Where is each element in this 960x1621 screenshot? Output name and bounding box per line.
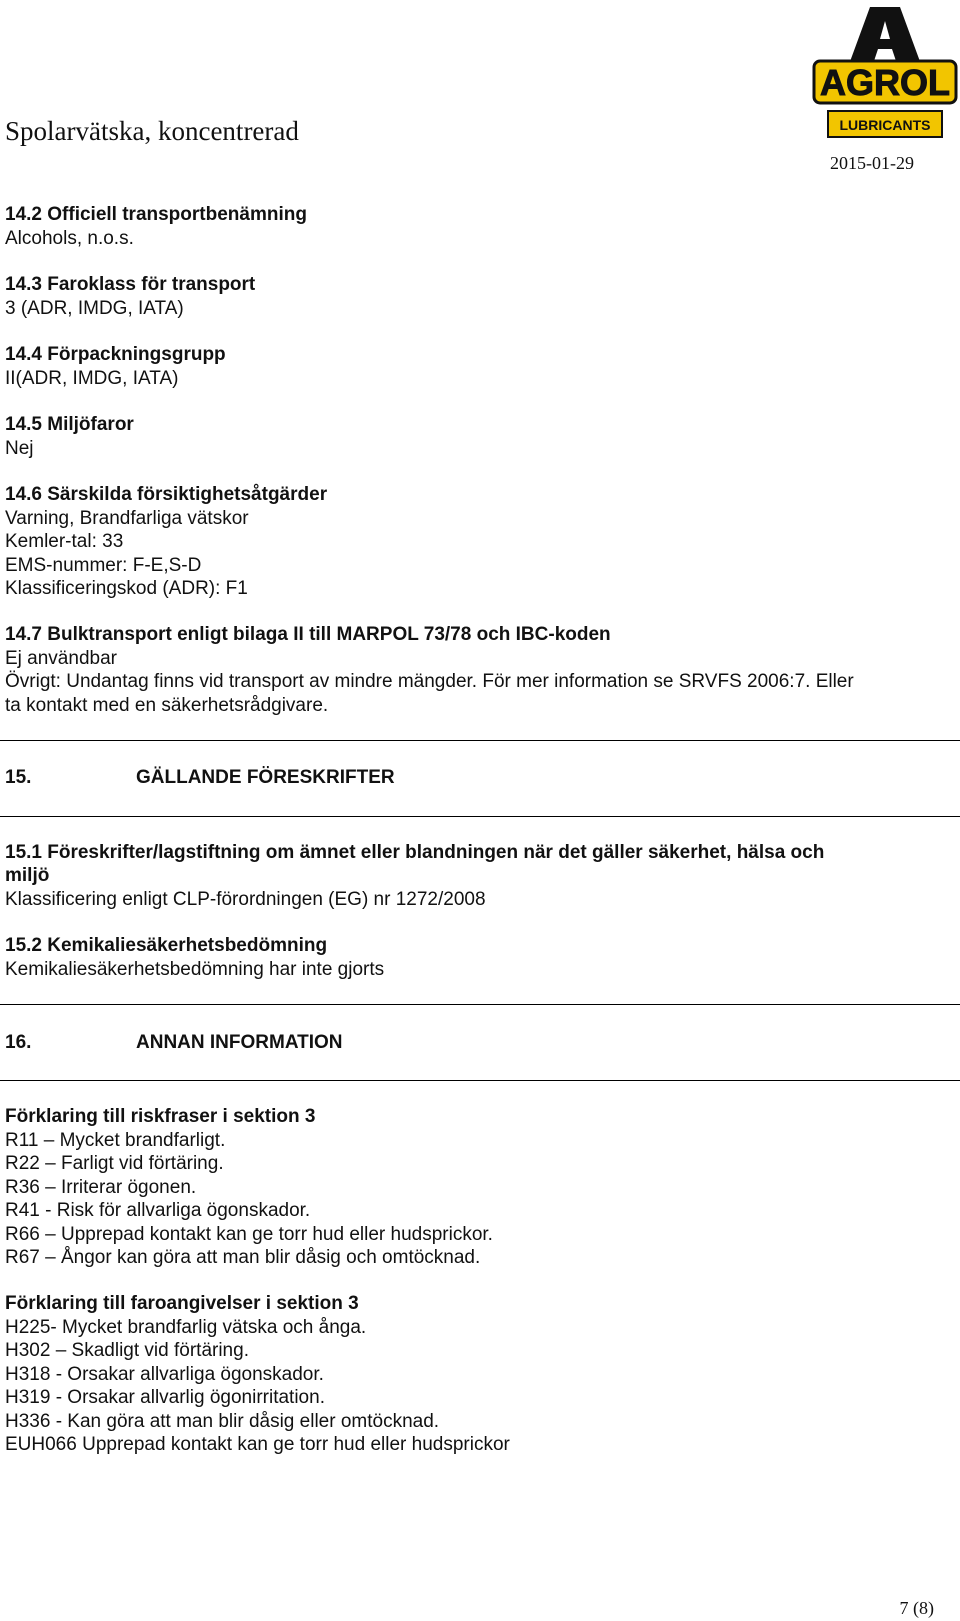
hazard-statement: EUH066 Upprepad kontakt kan ge torr hud eller hudsprickor xyxy=(5,1434,510,1455)
value-14-7-line: Övrigt: Undantag finns vid transport av mindre mängder. För mer information se SRVFS 2006:7. Eller xyxy=(5,671,854,692)
page-number: 7 (8) xyxy=(899,1598,934,1618)
risk-phrase: R41 - Risk för allvarliga ögonskador. xyxy=(5,1200,311,1221)
value-14-3: 3 (ADR, IMDG, IATA) xyxy=(5,298,184,319)
agrol-logo xyxy=(812,3,958,143)
hazard-statement: H302 – Skadligt vid förtäring. xyxy=(5,1340,249,1361)
heading-14-2: 14.2 Officiell transportbenämning xyxy=(5,204,307,225)
hazard-statement: H319 - Orsakar allvarlig ögonirritation. xyxy=(5,1387,325,1408)
section-16-number: 16. xyxy=(5,1032,32,1053)
value-14-6-line: Kemler-tal: 33 xyxy=(5,531,124,552)
risk-phrase: R11 – Mycket brandfarligt. xyxy=(5,1130,226,1151)
risk-phrase: R66 – Upprepad kontakt kan ge torr hud eller hudsprickor. xyxy=(5,1224,493,1245)
value-14-6-line: EMS-nummer: F-E,S-D xyxy=(5,555,202,576)
heading-14-3: 14.3 Faroklass för transport xyxy=(5,274,256,295)
value-14-7-line: ta kontakt med en säkerhetsrådgivare. xyxy=(5,695,329,716)
value-14-2: Alcohols, n.o.s. xyxy=(5,228,134,249)
value-14-7-line: Ej användbar xyxy=(5,648,117,669)
heading-15-2: 15.2 Kemikaliesäkerhetsbedömning xyxy=(5,935,328,956)
value-14-6-line: Varning, Brandfarliga vätskor xyxy=(5,508,249,529)
heading-14-6: 14.6 Särskilda försiktighetsåtgärder xyxy=(5,484,328,505)
section-rule xyxy=(0,816,960,817)
risk-phrase: R36 – Irriterar ögonen. xyxy=(5,1177,197,1198)
risk-phrase: R67 – Ångor kan göra att man blir dåsig och omtöcknad. xyxy=(5,1247,481,1268)
value-15-1: Klassificering enligt CLP-förordningen (EG) nr 1272/2008 xyxy=(5,889,486,910)
heading-14-4: 14.4 Förpackningsgrupp xyxy=(5,344,226,365)
risk-phrase: R22 – Farligt vid förtäring. xyxy=(5,1153,224,1174)
logo-brand: AGROL xyxy=(820,62,950,103)
document-title: Spolarvätska, koncentrerad xyxy=(5,116,299,146)
section-rule xyxy=(0,740,960,741)
section-15-number: 15. xyxy=(5,767,32,788)
hazard-statement: H225- Mycket brandfarlig vätska och ånga. xyxy=(5,1317,367,1338)
logo-sub: LUBRICANTS xyxy=(839,117,931,133)
heading-risk-phrases: Förklaring till riskfraser i sektion 3 xyxy=(5,1106,316,1127)
heading-14-7: 14.7 Bulktransport enligt bilaga II till MARPOL 73/78 och IBC-koden xyxy=(5,624,611,645)
value-14-4: II(ADR, IMDG, IATA) xyxy=(5,368,179,389)
heading-hazard-statements: Förklaring till faroangivelser i sektion 3 xyxy=(5,1293,359,1314)
heading-15-1: 15.1 Föreskrifter/lagstiftning om ämnet eller blandningen när det gäller säkerhet, hälsa och xyxy=(5,842,825,863)
document-date: 2015-01-29 xyxy=(830,153,914,173)
heading-14-5: 14.5 Miljöfaror xyxy=(5,414,134,435)
section-rule xyxy=(0,1004,960,1005)
value-15-2: Kemikaliesäkerhetsbedömning har inte gjorts xyxy=(5,959,385,980)
section-16-title: ANNAN INFORMATION xyxy=(136,1032,343,1053)
section-rule xyxy=(0,1080,960,1081)
section-15-title: GÄLLANDE FÖRESKRIFTER xyxy=(136,767,395,788)
heading-15-1-cont: miljö xyxy=(5,865,50,886)
value-14-5: Nej xyxy=(5,438,34,459)
value-14-6-line: Klassificeringskod (ADR): F1 xyxy=(5,578,248,599)
hazard-statement: H336 - Kan göra att man blir dåsig eller omtöcknad. xyxy=(5,1411,440,1432)
hazard-statement: H318 - Orsakar allvarliga ögonskador. xyxy=(5,1364,324,1385)
